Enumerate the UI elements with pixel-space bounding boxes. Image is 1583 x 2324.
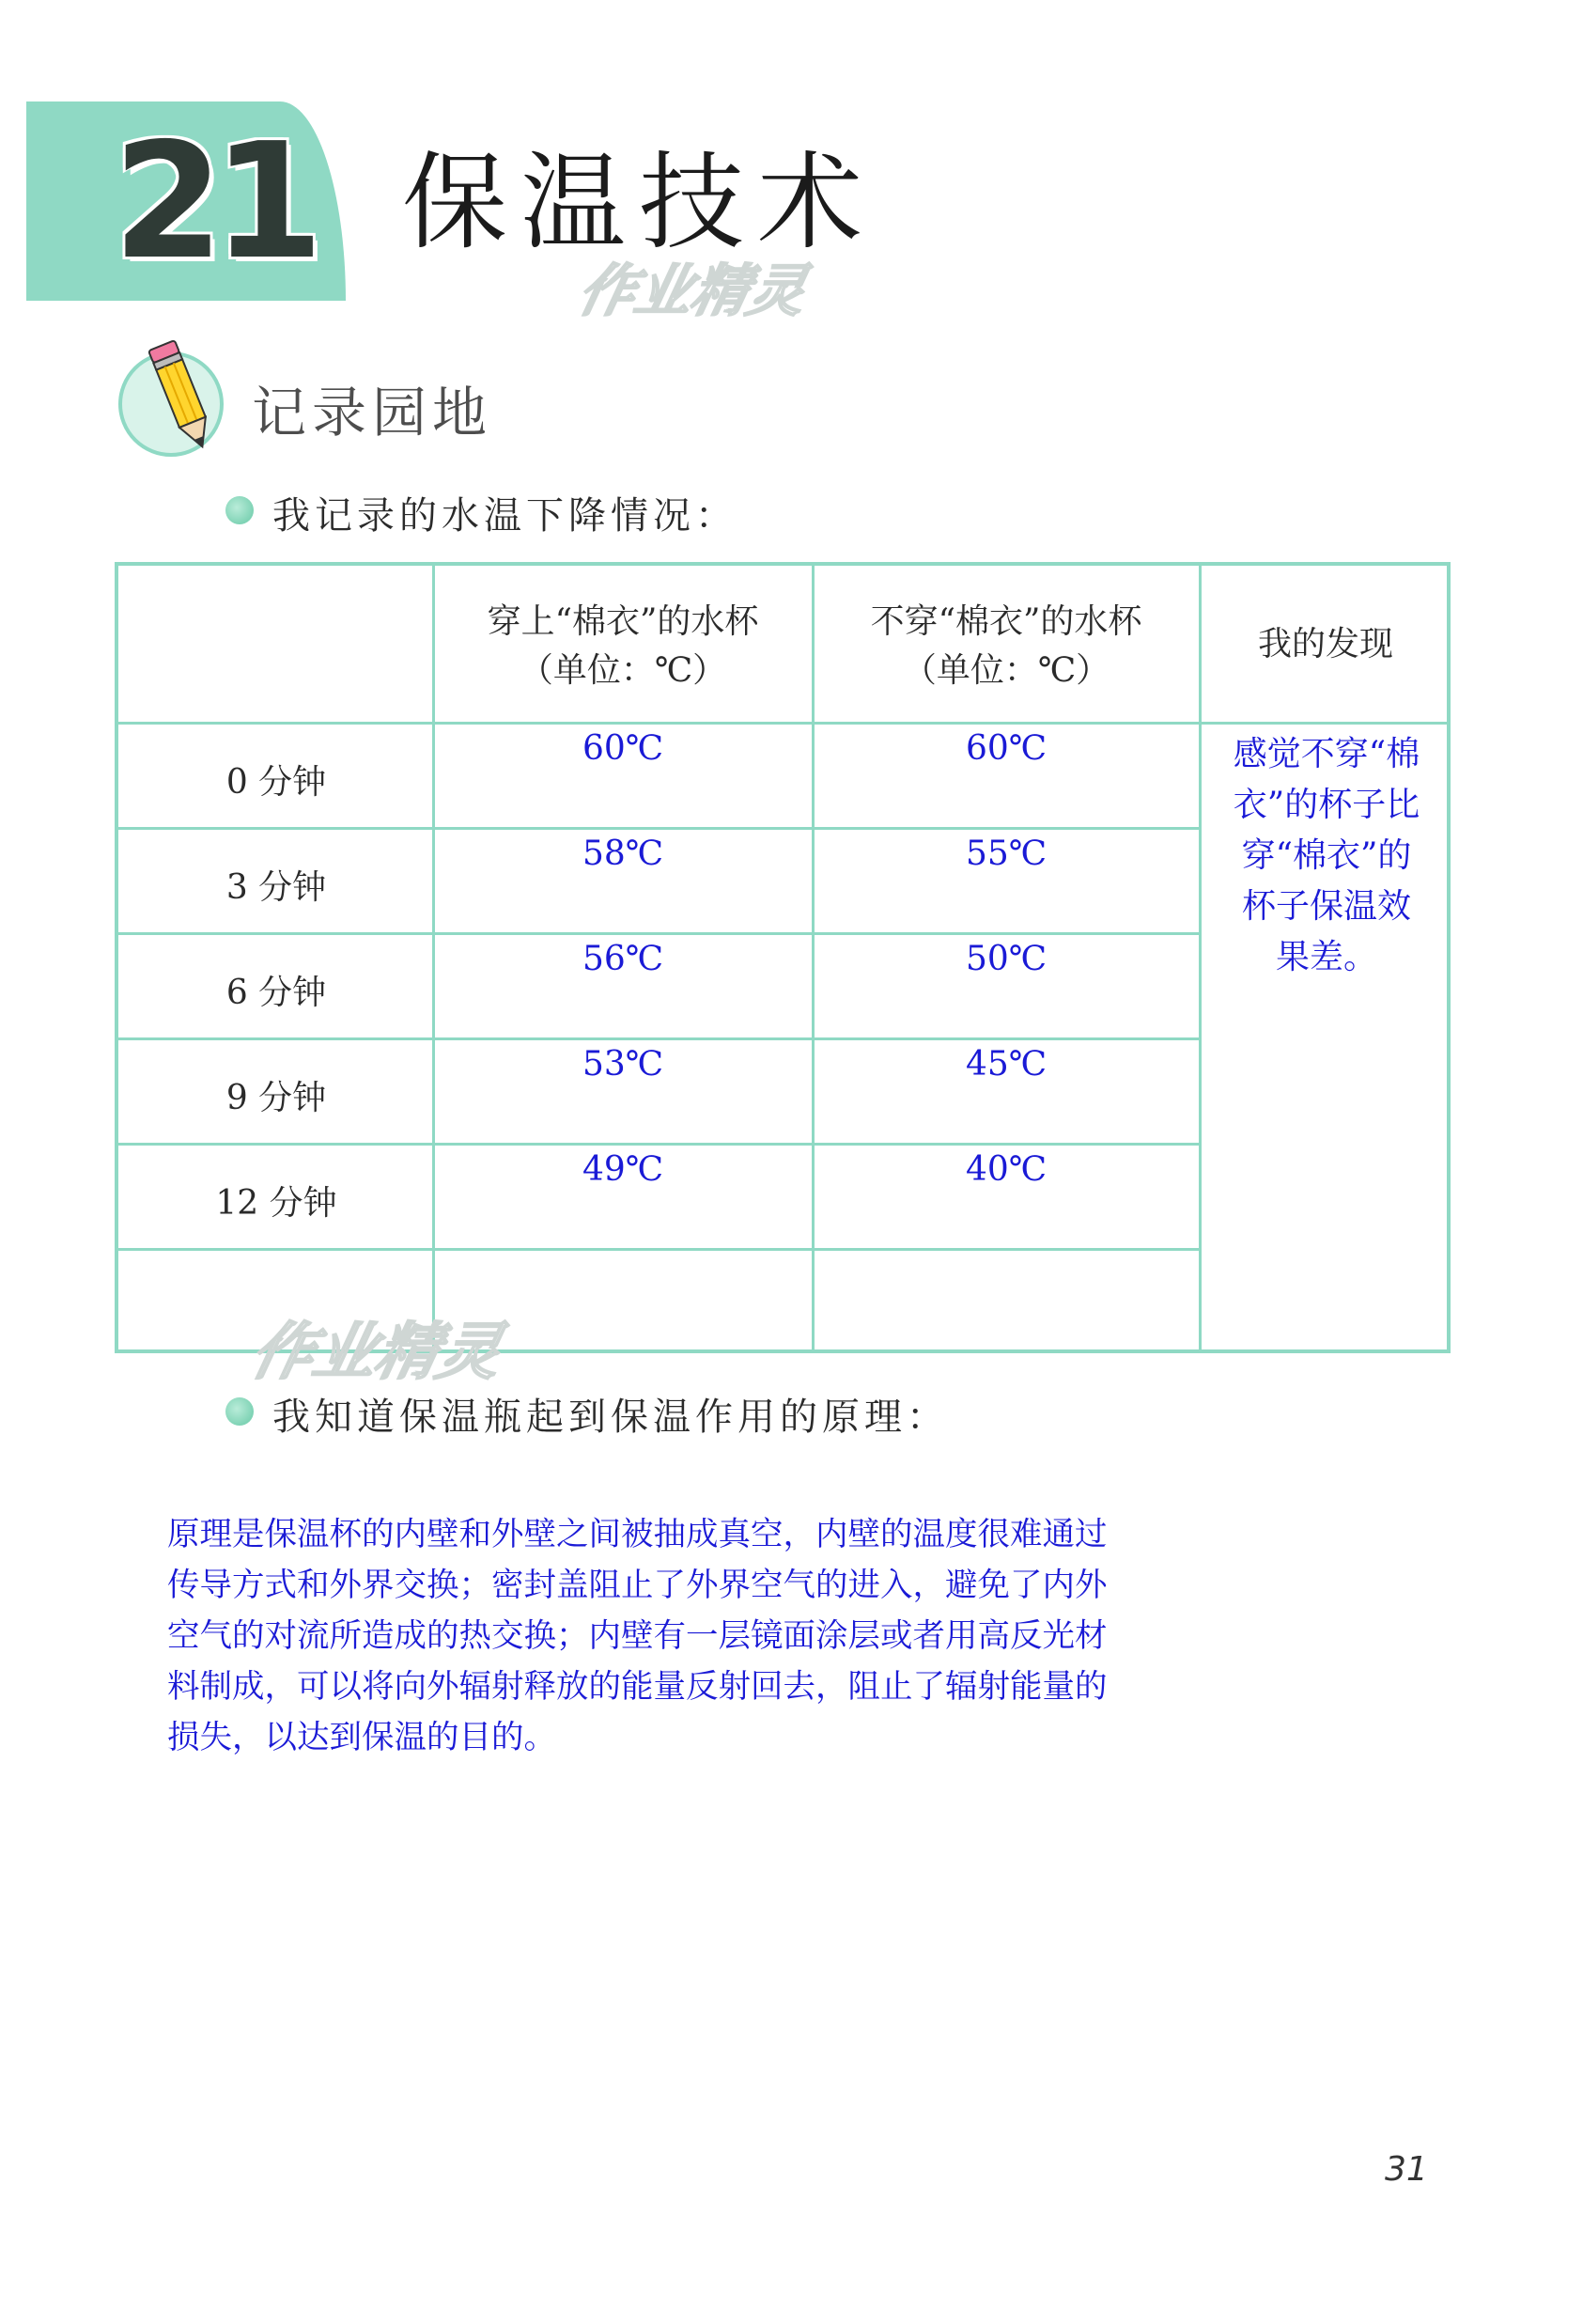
header-without-coat: [814, 598, 1199, 695]
row-time-label: 3 分钟: [225, 868, 327, 907]
with-coat-value: 58℃: [582, 834, 664, 873]
table-divider: [118, 827, 1199, 830]
lesson-title: 保温技术: [402, 142, 876, 264]
principle-line: 空气的对流所造成的热交换；内壁有一层镜面涂层或者用高反光材: [167, 1617, 1108, 1655]
row-time-label: 12 分钟: [215, 1184, 337, 1223]
finding-line: 果差。: [1275, 938, 1377, 976]
without-coat-value: 40℃: [965, 1150, 1048, 1189]
header-line: 不穿“棉衣”的水杯: [870, 602, 1142, 641]
header-line: （单位：℃）: [902, 651, 1110, 690]
principle-prompt: 我知道保温瓶起到保温作用的原理：: [272, 1396, 949, 1439]
bullet-dot: [225, 1397, 254, 1426]
section-title: 记录园地: [252, 381, 493, 445]
row-time-label: 9 分钟: [225, 1079, 327, 1117]
watermark: 作业精灵: [572, 258, 813, 324]
finding-line: 杯子保温效: [1241, 887, 1411, 926]
without-coat-value: 55℃: [965, 834, 1048, 873]
header-line: （单位：℃）: [519, 651, 727, 690]
pencil-icon: [115, 336, 237, 459]
principle-line: 损失，以达到保温的目的。: [167, 1719, 556, 1756]
principle-answer: [167, 1509, 1210, 1763]
with-coat-value: 60℃: [582, 729, 664, 768]
with-coat-value: 49℃: [582, 1150, 664, 1189]
table-divider: [118, 722, 1447, 725]
principle-line: 原理是保温杯的内壁和外壁之间被抽成真空，内壁的温度很难通过: [167, 1516, 1108, 1553]
table-divider: [118, 932, 1199, 935]
table-divider: [1199, 566, 1202, 1349]
header-line: 穿上“棉衣”的水杯: [487, 602, 759, 641]
watermark: 作业精灵: [244, 1316, 508, 1388]
finding-answer: [1212, 729, 1441, 983]
finding-line: 感觉不穿“棉: [1233, 735, 1420, 773]
record-prompt: 我记录的水温下降情况：: [272, 494, 737, 538]
with-coat-value: 56℃: [582, 940, 664, 978]
lesson-number: 21: [113, 109, 313, 295]
table-divider: [118, 1143, 1199, 1146]
bullet-dot: [225, 496, 254, 524]
header-with-coat: [434, 598, 812, 695]
page-number: 31: [1385, 2150, 1428, 2189]
with-coat-value: 53℃: [582, 1045, 664, 1084]
without-coat-value: 45℃: [965, 1045, 1048, 1084]
table-divider: [118, 1037, 1199, 1040]
finding-line: 衣”的杯子比: [1233, 786, 1420, 824]
header-finding: 我的发现: [1257, 625, 1393, 663]
principle-line: 传导方式和外界交换；密封盖阻止了外界空气的进入，避免了内外: [167, 1567, 1108, 1604]
without-coat-value: 50℃: [965, 940, 1048, 978]
table-divider: [118, 1248, 1199, 1251]
row-time-label: 6 分钟: [225, 974, 327, 1012]
water-temperature-table: [115, 562, 1451, 1353]
row-time-label: 0 分钟: [225, 763, 327, 802]
finding-line: 穿“棉衣”的: [1241, 836, 1412, 875]
without-coat-value: 60℃: [965, 729, 1048, 768]
principle-line: 料制成，可以将向外辐射释放的能量反射回去，阻止了辐射能量的: [167, 1668, 1108, 1706]
